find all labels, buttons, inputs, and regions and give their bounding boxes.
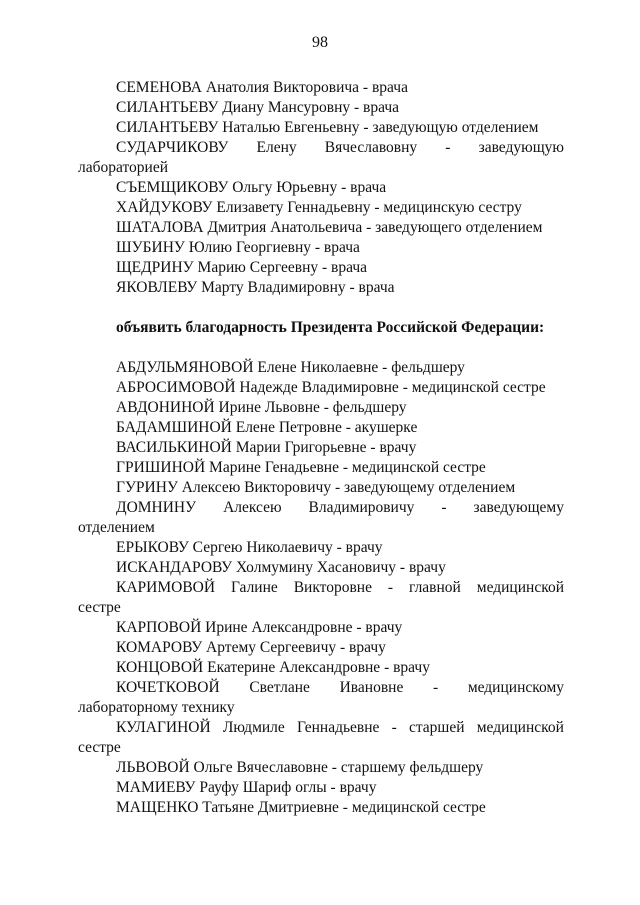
entry-first-line: ДОМНИНУ Алексею Владимировичу - заведующему [116,499,564,516]
list-entry: КАРПОВОЙ Ирине Александровне - врачу [116,619,403,636]
list-entry: МАМИЕВУ Рауфу Шариф оглы - врачу [116,779,377,796]
list-entry: АВДОНИНОЙ Ирине Львовне - фельдшеру [116,399,407,416]
list-entry: ШУБИНУ Юлию Георгиевну - врача [116,239,360,256]
list-entry: ХАЙДУКОВУ Елизавету Геннадьевну - медицинскую сестру [116,199,522,216]
list-entry [78,718,564,758]
list-entry: КОНЦОВОЙ Екатерине Александровне - врачу [116,659,430,676]
list-entry [78,138,564,178]
list-entry [78,578,564,618]
list-entry: ЩЕДРИНУ Марию Сергеевну - врача [116,259,368,276]
entry-continuation: сестре [78,599,121,616]
section-heading: объявить благодарность Президента Российской Федерации: [116,319,545,336]
list-entry: КОМАРОВУ Артему Сергеевичу - врачу [116,639,386,656]
entry-continuation: лабораторией [78,159,169,176]
list-entry: ЯКОВЛЕВУ Марту Владимировну - врача [116,279,395,296]
award-list-b [78,358,564,818]
award-list-a [78,78,564,298]
entry-first-line: КУЛАГИНОЙ Людмиле Геннадьевне - старшей медицинской [116,719,564,736]
document-body [78,78,564,818]
page-number: 98 [312,34,328,51]
list-entry: СИЛАНТЬЕВУ Диану Мансуровну - врача [116,99,400,116]
list-entry: ШАТАЛОВА Дмитрия Анатольевича - заведующего отделением [116,219,543,236]
list-entry: СИЛАНТЬЕВУ Наталью Евгеньевну - заведующую отделением [116,119,539,136]
list-entry: БАДАМШИНОЙ Елене Петровне - акушерке [116,419,418,436]
list-entry: СЪЕМЩИКОВУ Ольгу Юрьевну - врача [116,179,387,196]
list-entry: ГУРИНУ Алексею Викторовичу - заведующему отделением [116,479,516,496]
list-entry: ЛЬВОВОЙ Ольге Вячеславовне - старшему фельдшеру [116,759,484,776]
list-entry: СЕМЕНОВА Анатолия Викторовича - врача [116,79,408,96]
list-entry: ВАСИЛЬКИНОЙ Марии Григорьевне - врачу [116,439,417,456]
list-entry: ГРИШИНОЙ Марине Генадьевне - медицинской сестре [116,459,486,476]
list-entry: ЕРЫКОВУ Сергею Николаевичу - врачу [116,539,383,556]
list-entry: ИСКАНДАРОВУ Холмумину Хасановичу - врачу [116,559,446,576]
list-entry: АБДУЛЬМЯНОВОЙ Елене Николаевне - фельдшеру [116,359,465,376]
list-entry [78,678,564,718]
entry-continuation: сестре [78,739,121,756]
entry-continuation: лабораторному технику [78,699,235,716]
list-entry: АБРОСИМОВОЙ Надежде Владимировне - медицинской сестре [116,379,546,396]
list-entry: МАЩЕНКО Татьяне Дмитриевне - медицинской сестре [116,799,486,816]
entry-first-line: КАРИМОВОЙ Галине Викторовне - главной медицинской [116,579,564,596]
entry-continuation: отделением [78,519,155,536]
entry-first-line: КОЧЕТКОВОЙ Светлане Ивановне - медицинскому [116,679,564,696]
list-entry [78,498,564,538]
entry-first-line: СУДАРЧИКОВУ Елену Вячеславовну - заведующую [116,139,564,156]
